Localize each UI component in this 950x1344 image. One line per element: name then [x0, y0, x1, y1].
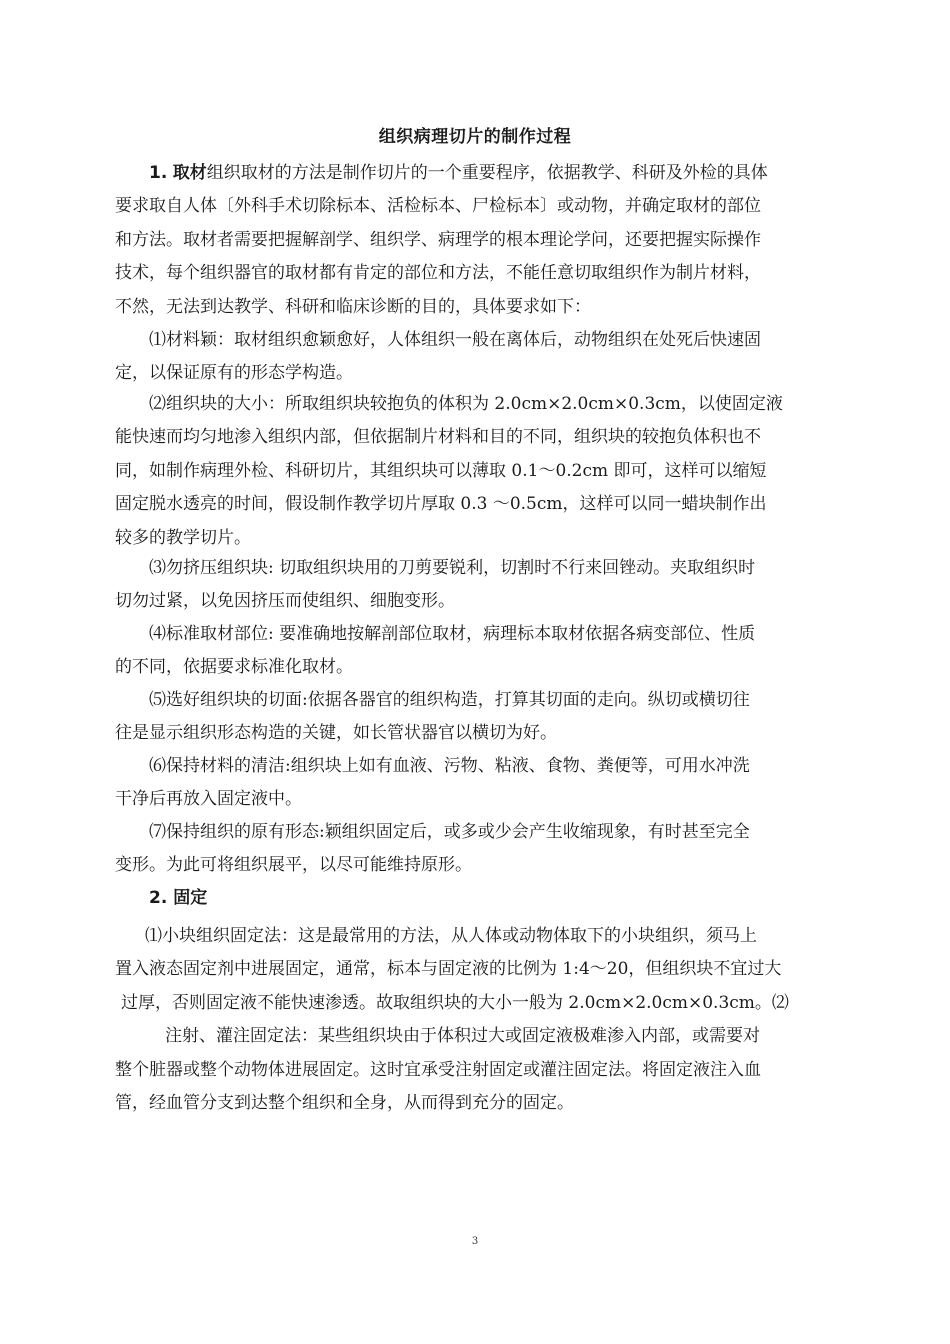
item-4 — [115, 618, 845, 685]
section-1-line — [115, 157, 845, 190]
section-2-line: 过厚，否则固定液不能快速渗透。故取组织块的大小一般为 2.0cm×2.0cm×0.3cm。⑵ — [121, 992, 789, 1013]
section-2-heading — [115, 882, 845, 915]
section-2-line: 管，经血管分支到达整个组织和全身，从而得到充分的固定。 — [115, 1093, 574, 1114]
item-line: 干净后再放入固定液中。 — [115, 789, 302, 810]
item-line: ⑵组织块的大小：所取组织块较抱负的体积为 2.0cm×2.0cm×0.3cm，以使固定液 — [149, 394, 783, 414]
section-2-line: ⑴小块组织固定法：这是最常用的方法，从人体或动物体取下的小块组织，须马上 — [145, 926, 757, 946]
item-line: ⑹保持材料的清洁:组织块上如有血液、污物、粘液、食物、粪便等，可用水冲洗 — [149, 756, 750, 776]
item-line: 同，如制作病理外检、科研切片，其组织块可以薄取 0.1～0.2cm 即可，这样可以缩短 — [115, 460, 767, 481]
section-1-heading-number: 1. — [149, 163, 168, 183]
section-2-line: 置入液态固定剂中进展固定，通常，标本与固定液的比例为 1:4～20，但组织块不宜过大 — [115, 959, 782, 980]
item-line: 变形。为此可将组织展平，以尽可能维持原形。 — [115, 855, 472, 876]
item-line: 切勿过紧，以免因挤压而使组织、细胞变形。 — [115, 591, 455, 612]
section-1-line: 要求取自人体〔外科手术切除标本、活检标本、尸检标本〕或动物，并确定取材的部位 — [115, 196, 761, 217]
item-line: ⑴材料颖：取材组织愈颖愈好，人体组织一般在离体后，动物组织在处死后快速固 — [149, 330, 761, 350]
section-1-intro — [115, 157, 845, 324]
section-2-line: 注射、灌注固定法：某些组织块由于体积过大或固定液极难渗入内部，或需要对 — [165, 1026, 760, 1047]
item-line: 的不同，依据要求标准化取材。 — [115, 657, 353, 678]
item-line: 固定脱水透亮的时间，假设制作教学切片厚取 0.3 ～0.5cm，这样可以同一蜡块制作出 — [115, 494, 767, 515]
section-1-text: 组织取材的方法是制作切片的一个重要程序，依据教学、科研及外检的具体 — [206, 163, 768, 183]
item-line: ⑷标准取材部位: 要准确地按解剖部位取材，病理标本取材依据各病变部位、性质 — [149, 624, 756, 644]
section-1-line: 不然，无法到达教学、科研和临床诊断的目的，具体要求如下： — [115, 296, 591, 317]
item-3 — [115, 552, 845, 619]
section-1-heading-word: 取材 — [172, 163, 207, 183]
document-title: 组织病理切片的制作过程 — [378, 127, 572, 147]
item-1 — [115, 324, 845, 391]
section-2-body — [115, 920, 845, 1120]
item-line: 往是显示组织形态构造的关键，如长管状器官以横切为好。 — [115, 723, 557, 744]
item-6 — [115, 750, 845, 817]
page-number: 3 — [471, 1236, 479, 1247]
section-2-line: 整个脏器或整个动物体进展固定。这时宜承受注射固定或灌注固定法。将固定液注入血 — [115, 1059, 761, 1080]
item-2 — [115, 388, 845, 555]
item-line: 能快速而均匀地渗入组织内部，但依据制片材料和目的不同，组织块的较抱负体积也不 — [115, 427, 761, 448]
item-line: 定，以保证原有的形态学构造。 — [115, 363, 353, 384]
section-2-title: 2. 固定 — [149, 888, 208, 908]
item-line: ⑺保持组织的原有形态:颖组织固定后，或多或少会产生收缩现象，有时甚至完全 — [149, 822, 750, 842]
section-1-line: 技术，每个组织器官的取材都有肯定的部位和方法，不能任意切取组织作为制片材料， — [115, 263, 761, 284]
item-7 — [115, 816, 845, 883]
section-1-line: 和方法。取材者需要把握解剖学、组织学、病理学的根本理论学问，还要把握实际操作 — [115, 229, 761, 250]
item-line: 较多的教学切片。 — [115, 527, 251, 548]
item-line: ⑸选好组织块的切面:依据各器官的组织构造，打算其切面的走向。纵切或横切往 — [149, 690, 750, 710]
item-5 — [115, 684, 845, 751]
item-line: ⑶勿挤压组织块: 切取组织块用的刀剪要锐利，切割时不行来回锉动。夹取组织时 — [149, 558, 756, 578]
